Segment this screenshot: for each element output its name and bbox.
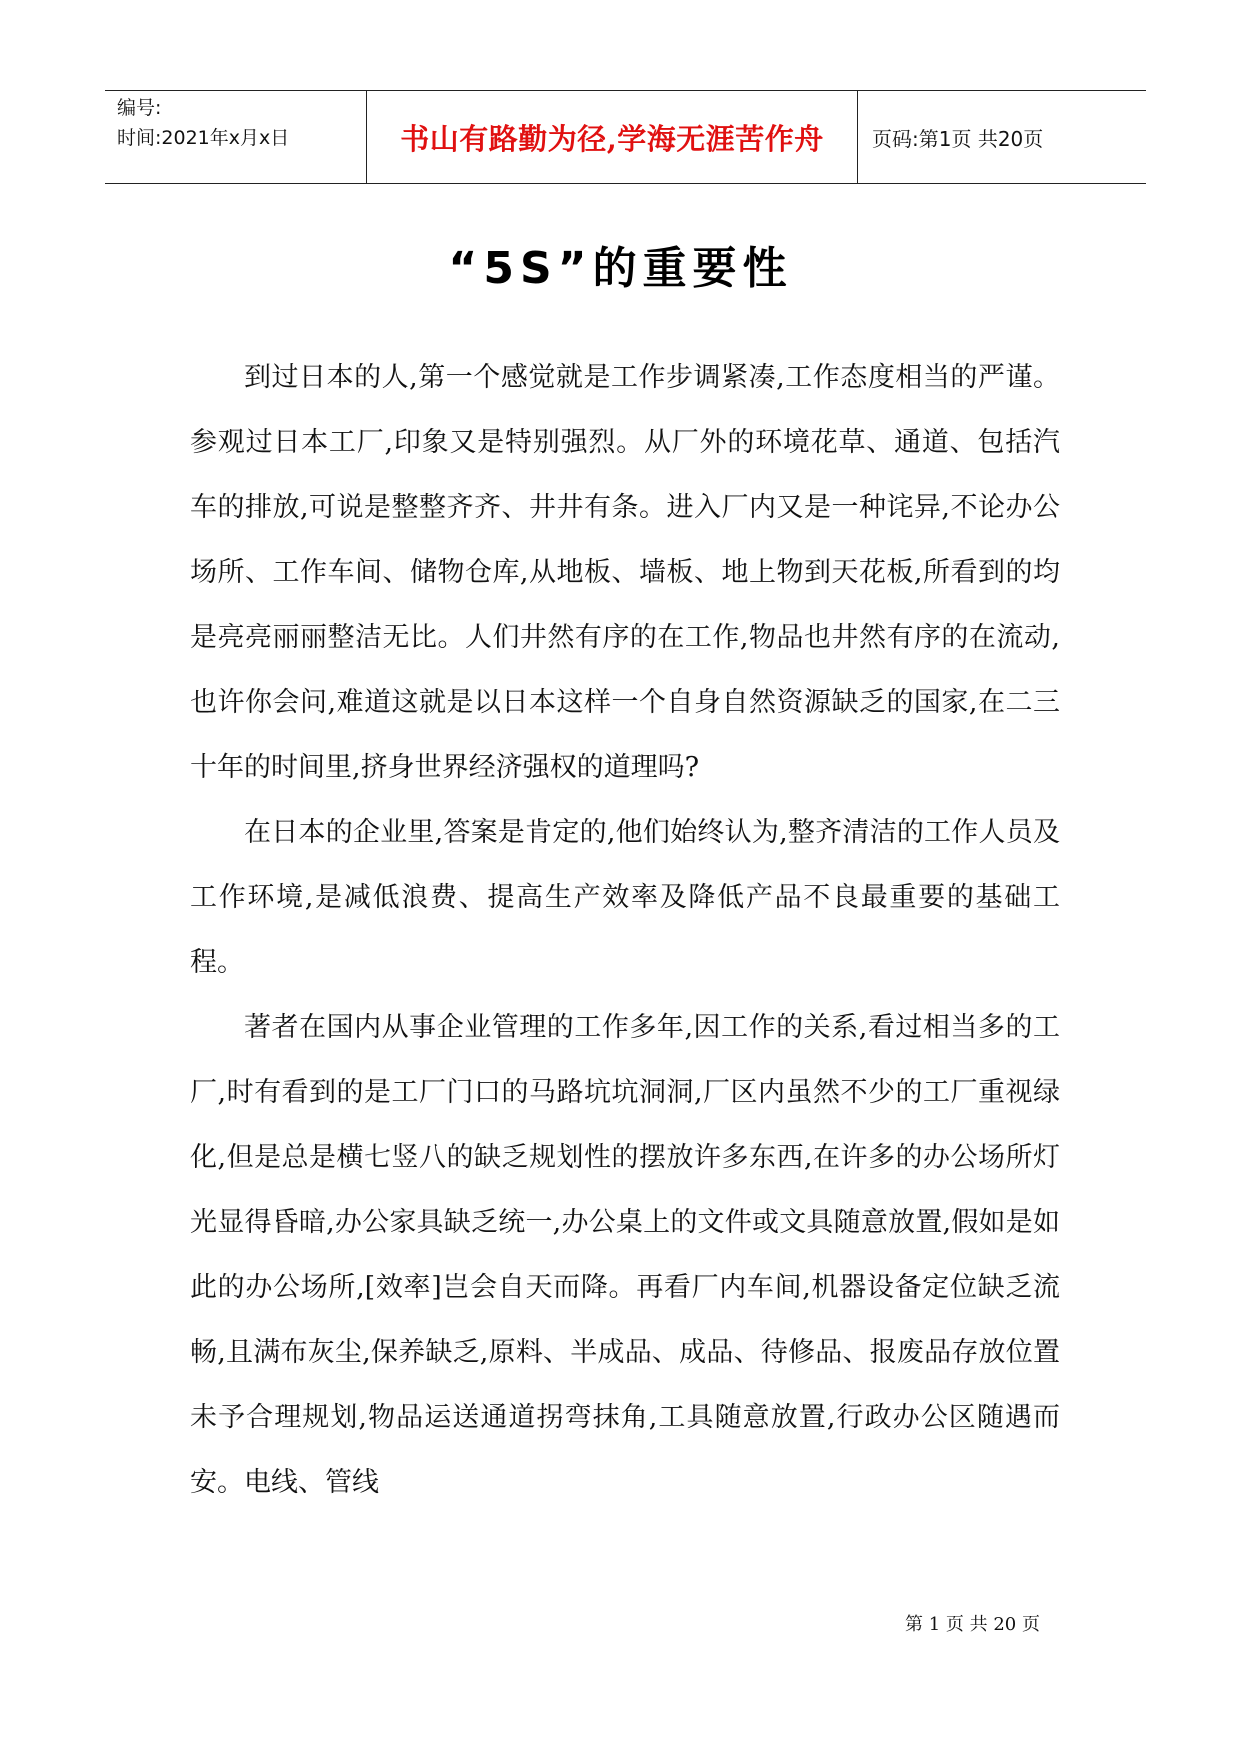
page-footer: 第 1 页 共 20 页 bbox=[905, 1614, 1040, 1635]
time-label: 时间:2021年x月x日 bbox=[117, 127, 290, 149]
document-title: “5S”的重要性 bbox=[448, 243, 793, 294]
page-header bbox=[105, 90, 1146, 184]
header-motto: 书山有路勤为径,学海无涯苦作舟 bbox=[367, 91, 858, 183]
paragraph-2: 在日本的企业里,答案是肯定的,他们始终认为,整齐清洁的工作人员及工作环境,是减低浪费、提高生产效率及降低产品不良最重要的基础工程。 bbox=[190, 817, 1060, 978]
paragraph-1: 到过日本的人,第一个感觉就是工作步调紧凑,工作态度相当的严谨。参观过日本工厂,印象又是特别强烈。从厂外的环境花草、通道、包括汽车的排放,可说是整整齐齐、井井有条。进入厂内又是一种诧异,不论办公场所、工作车间、储物仓库,从地板、墙板、地上物到天花板,所看到的均是亮亮丽丽整洁无比。人们井然有序的在工作,物品也井然有序的在流动,也许你会问,难道这就是以日本这样一个自身自然资源缺乏的国家,在二三十年的时间里,挤身世界经济强权的道理吗? bbox=[190, 362, 1060, 783]
number-label: 编号: bbox=[117, 97, 162, 119]
header-page-info: 页码:第1页 共20页 bbox=[872, 126, 1044, 151]
document-body bbox=[190, 345, 1060, 1515]
paragraph-3: 著者在国内从事企业管理的工作多年,因工作的关系,看过相当多的工厂,时有看到的是工厂门口的马路坑坑洞洞,厂区内虽然不少的工厂重视绿化,但是总是横七竖八的缺乏规划性的摆放许多东西,在许多的办公场所灯光显得昏暗,办公家具缺乏统一,办公桌上的文件或文具随意放置,假如是如此的办公场所,[效率]岂会自天而降。再看厂内车间,机器设备定位缺乏流畅,且满布灰尘,保养缺乏,原料、半成品、成品、待修品、报废品存放位置未予合理规划,物品运送通道拐弯抹角,工具随意放置,行政办公区随遇而安。电线、管线 bbox=[190, 1012, 1060, 1498]
header-meta bbox=[105, 91, 367, 183]
